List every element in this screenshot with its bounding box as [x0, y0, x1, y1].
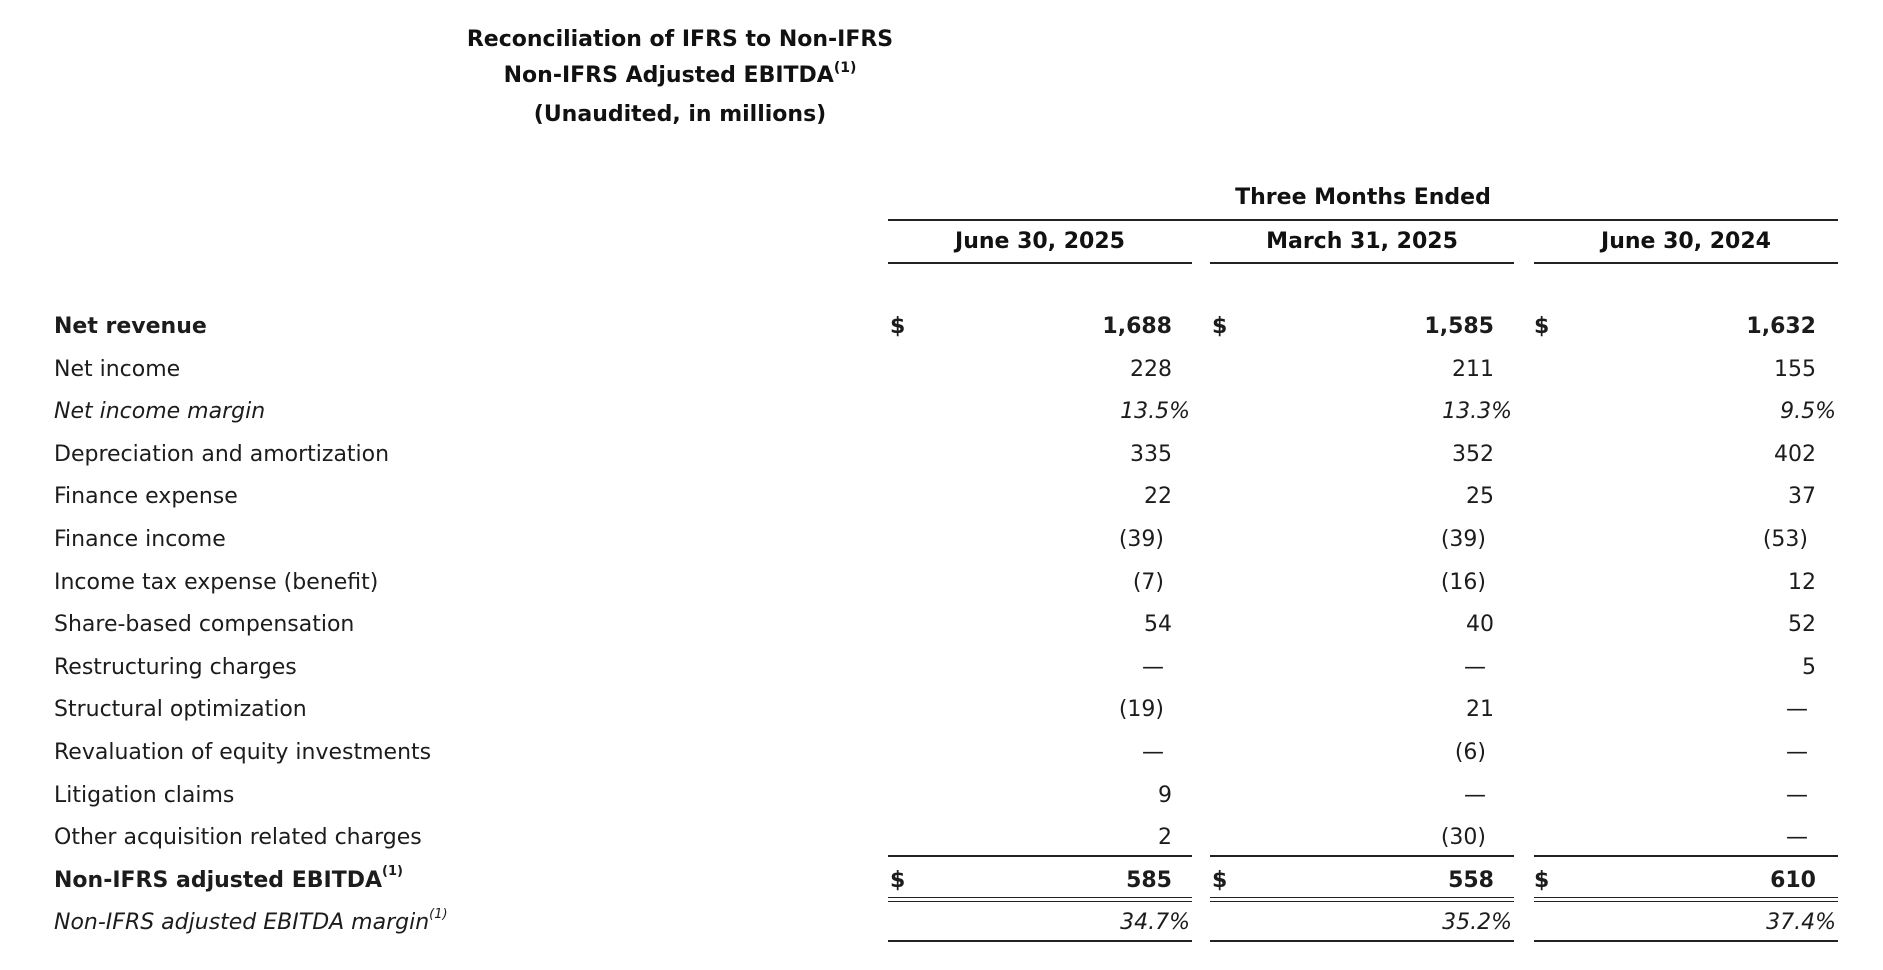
- cell-value: (7): [1132, 569, 1164, 595]
- cell-value: 34.7%: [1120, 910, 1190, 936]
- row-label-text: Income tax expense (benefit): [54, 569, 379, 595]
- row-label: [54, 306, 207, 348]
- total-double-rule-3: [1534, 897, 1838, 902]
- cell-value: —: [1142, 654, 1164, 680]
- currency-symbol: $: [1534, 867, 1550, 893]
- table-row: [0, 689, 1883, 731]
- row-label-text: Net revenue: [54, 314, 207, 339]
- row-footnote-marker: (1): [382, 864, 403, 880]
- cell-value: 610: [1770, 867, 1816, 893]
- total-top-rule-1: [888, 855, 1192, 857]
- cell-value: 21: [1466, 697, 1494, 723]
- currency-symbol: $: [890, 314, 906, 339]
- cell-value: 37.4%: [1766, 910, 1836, 936]
- row-label-text: Restructuring charges: [54, 654, 297, 680]
- total-double-rule-1: [888, 897, 1192, 902]
- row-label: [54, 647, 297, 689]
- margin-bottom-rule-2: [1210, 940, 1514, 942]
- cell-value: 5: [1802, 654, 1816, 680]
- cell-value: (16): [1440, 569, 1486, 595]
- row-label-text: Depreciation and amortization: [54, 441, 390, 467]
- row-label: [54, 775, 234, 817]
- cell-value: —: [1786, 782, 1808, 808]
- table-row: [0, 647, 1883, 689]
- row-label-text: Net income margin: [54, 399, 266, 425]
- cell-value: 37: [1788, 484, 1816, 510]
- row-label: [54, 476, 238, 518]
- cell-value: (39): [1440, 527, 1486, 552]
- row-label-text: Litigation claims: [54, 782, 235, 808]
- cell-value: 12: [1788, 569, 1816, 595]
- row-label-text: Revaluation of equity investments: [54, 740, 432, 765]
- cell-value: 13.3%: [1442, 399, 1512, 425]
- cell-value: (19): [1118, 697, 1164, 723]
- title-line-2-text: Non-IFRS Adjusted EBITDA: [503, 63, 834, 88]
- row-label: [54, 732, 431, 774]
- cell-value: 352: [1452, 441, 1494, 467]
- cell-value: —: [1464, 654, 1486, 680]
- table-row: [0, 519, 1883, 561]
- cell-value: 25: [1466, 484, 1494, 510]
- currency-symbol: $: [1534, 314, 1550, 339]
- cell-value: 9.5%: [1780, 399, 1836, 425]
- row-label-text: Non-IFRS adjusted EBITDA margin: [54, 910, 430, 936]
- row-label-text: Net income: [54, 356, 181, 382]
- margin-bottom-rule-1: [888, 940, 1192, 942]
- table-row: [0, 902, 1883, 944]
- total-top-rule-2: [1210, 855, 1514, 857]
- cell-value: 1,632: [1746, 314, 1816, 339]
- cell-value: 228: [1130, 356, 1172, 382]
- currency-symbol: $: [1212, 314, 1228, 339]
- cell-value: 1,585: [1424, 314, 1494, 339]
- currency-symbol: $: [890, 867, 906, 893]
- table-row: [0, 732, 1883, 774]
- row-label: [54, 689, 307, 731]
- column-header-rule-2: [1210, 262, 1514, 264]
- cell-value: 35.2%: [1442, 910, 1512, 936]
- row-label: [54, 519, 226, 561]
- row-label: [54, 817, 422, 859]
- row-label: [54, 391, 265, 433]
- cell-value: 558: [1448, 867, 1494, 893]
- row-label: [54, 434, 389, 476]
- column-header-march-2025: March 31, 2025: [1266, 229, 1458, 254]
- cell-value: —: [1464, 782, 1486, 808]
- table-row: [0, 860, 1883, 902]
- column-header-rule-1: [888, 262, 1192, 264]
- cell-value: 585: [1126, 867, 1172, 893]
- title-line-1: Reconciliation of IFRS to Non-IFRS: [466, 27, 894, 52]
- table-row: [0, 604, 1883, 646]
- total-top-rule-3: [1534, 855, 1838, 857]
- cell-value: 2: [1158, 825, 1172, 851]
- row-label-text: Finance income: [54, 527, 226, 552]
- row-label-text: Non-IFRS adjusted EBITDA: [54, 867, 382, 893]
- column-header-june-2025: June 30, 2025: [955, 229, 1125, 254]
- table-row: [0, 775, 1883, 817]
- cell-value: —: [1142, 740, 1164, 765]
- row-label: [54, 349, 180, 391]
- row-label-text: Share-based compensation: [54, 612, 355, 638]
- cell-value: (39): [1118, 527, 1164, 552]
- cell-value: 402: [1774, 441, 1816, 467]
- cell-value: 155: [1774, 356, 1816, 382]
- cell-value: (6): [1454, 740, 1486, 765]
- table-row: [0, 349, 1883, 391]
- cell-value: 335: [1130, 441, 1172, 467]
- table-row: [0, 817, 1883, 859]
- row-label-text: Other acquisition related charges: [54, 825, 422, 851]
- cell-value: 1,688: [1102, 314, 1172, 339]
- row-label: [54, 604, 354, 646]
- cell-value: (53): [1762, 527, 1808, 552]
- title-line-2: [0, 59, 1360, 90]
- row-label-text: Finance expense: [54, 484, 238, 510]
- column-header-june-2024: June 30, 2024: [1601, 229, 1771, 254]
- table-row: [0, 476, 1883, 518]
- title-line-3: (Unaudited, in millions): [533, 102, 827, 127]
- margin-bottom-rule-3: [1534, 940, 1838, 942]
- row-footnote-marker: (1): [429, 907, 448, 923]
- cell-value: —: [1786, 740, 1808, 765]
- cell-value: 40: [1466, 612, 1494, 638]
- table-row: [0, 391, 1883, 433]
- cell-value: 211: [1452, 356, 1494, 382]
- cell-value: 54: [1144, 612, 1172, 638]
- row-label: [54, 860, 403, 902]
- row-label-text: Structural optimization: [54, 697, 307, 723]
- group-header: Three Months Ended: [1235, 185, 1491, 210]
- cell-value: 13.5%: [1120, 399, 1190, 425]
- cell-value: 9: [1158, 782, 1172, 808]
- row-label: [54, 562, 378, 604]
- row-label: [54, 902, 448, 944]
- title-footnote-marker: (1): [833, 59, 857, 76]
- table-row: [0, 306, 1883, 348]
- column-header-rule-3: [1534, 262, 1838, 264]
- cell-value: 52: [1788, 612, 1816, 638]
- table-row: [0, 562, 1883, 604]
- total-double-rule-2: [1210, 897, 1514, 902]
- cell-value: —: [1786, 697, 1808, 723]
- table-row: [0, 434, 1883, 476]
- cell-value: —: [1786, 825, 1808, 851]
- group-header-rule: [888, 219, 1838, 221]
- cell-value: 22: [1144, 484, 1172, 510]
- cell-value: (30): [1440, 825, 1486, 851]
- currency-symbol: $: [1212, 867, 1228, 893]
